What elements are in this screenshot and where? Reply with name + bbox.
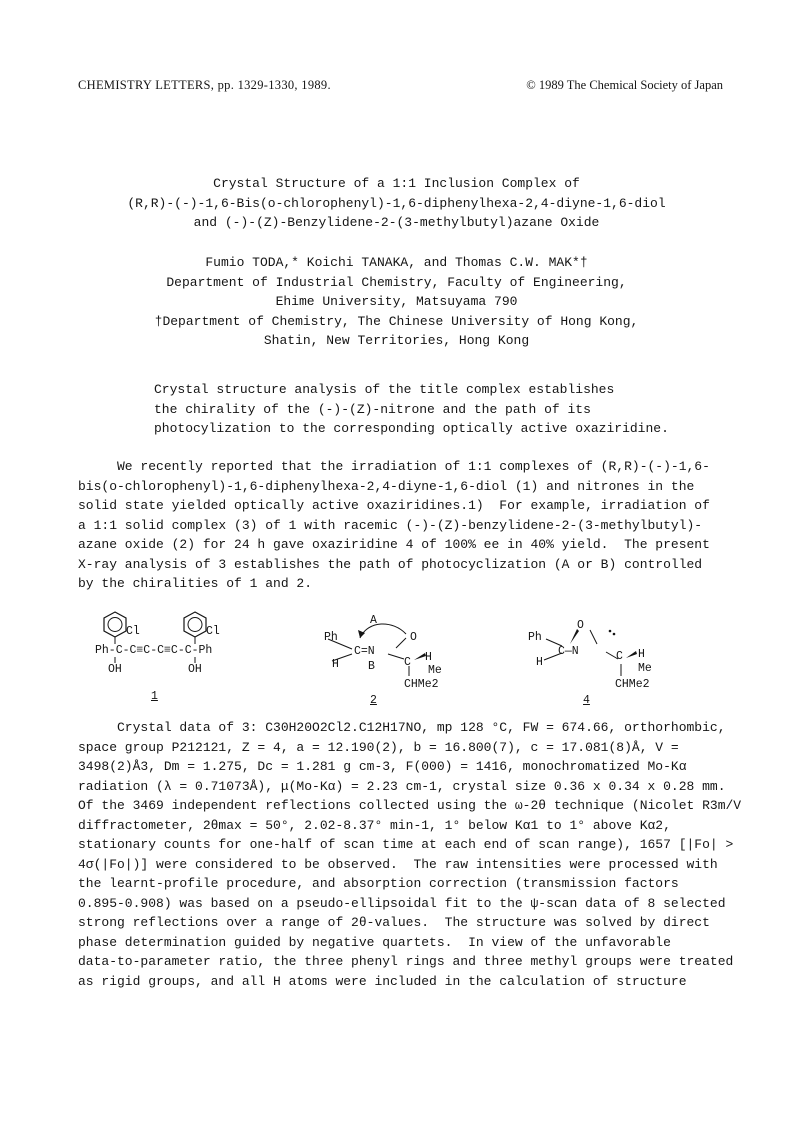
methyl-label: Me bbox=[428, 664, 442, 677]
carbon-label: C bbox=[616, 650, 623, 663]
abstract-line: the chirality of the (-)-(Z)-nitrone and the path of its bbox=[154, 401, 591, 417]
hydrogen-label: H bbox=[425, 651, 432, 664]
text-line: 0.895-0.908) was based on a pseudo-ellipsoidal fit to the ψ-scan data of 8 selected bbox=[78, 895, 726, 911]
phenyl-label: Ph bbox=[324, 631, 338, 644]
hydrogen-label: H bbox=[332, 658, 339, 671]
title-line: and (-)-(Z)-Benzylidene-2-(3-methylbutyl)azane Oxide bbox=[193, 215, 600, 230]
abstract bbox=[154, 380, 674, 439]
hydrogen-label: H bbox=[638, 648, 645, 661]
text-line: data-to-parameter ratio, the three phenyl rings and three methyl groups were treated bbox=[78, 954, 734, 969]
compound-number-4: 4 bbox=[583, 694, 590, 707]
text-line: bis(o-chlorophenyl)-1,6-diphenylhexa-2,4-diyne-1,6-diol (1) and nitrones in the bbox=[78, 478, 695, 494]
oxygen-label: O bbox=[577, 619, 584, 632]
article-title bbox=[0, 174, 793, 233]
text-line: as rigid groups, and all H atoms were included in the calculation of structure bbox=[78, 973, 687, 989]
abstract-line: photocylization to the corresponding optically active oxaziridine. bbox=[154, 421, 669, 436]
affiliation-line: Ehime University, Matsuyama 790 bbox=[275, 294, 518, 309]
title-line: (R,R)-(-)-1,6-Bis(o-chlorophenyl)-1,6-diphenylhexa-2,4-diyne-1,6-diol bbox=[127, 195, 666, 211]
isobutyl-label: CHMe2 bbox=[615, 678, 650, 691]
path-b-label: B bbox=[368, 660, 375, 673]
text-line: radiation (λ = 0.71073Å), μ(Mo-Kα) = 2.23 cm-1, crystal size 0.36 x 0.34 x 0.28 mm. bbox=[78, 778, 726, 794]
text-line: phase determination guided by negative quartets. In view of the unfavorable bbox=[78, 934, 671, 950]
compound-1-rings bbox=[78, 608, 278, 708]
text-line: We recently reported that the irradiation of 1:1 complexes of (R,R)-(-)-1,6- bbox=[78, 459, 710, 474]
text-line: Of the 3469 independent reflections collected using the ω-2θ technique (Nicolet R3m/V bbox=[78, 798, 742, 813]
text-line: 3498(2)Å3, Dm = 1.275, Dc = 1.281 g cm-3, F(000) = 1416, monochromatized Mo-Kα bbox=[78, 759, 687, 774]
affiliation-line: †Department of Chemistry, The Chinese University of Hong Kong, bbox=[154, 313, 639, 329]
hydroxyl-label: OH bbox=[188, 663, 202, 676]
compound-1-chain: Ph-C-C≡C-C≡C-C-Ph bbox=[95, 644, 213, 657]
oxygen-label: O bbox=[410, 631, 417, 644]
text-line: Crystal data of 3: C30H20O2Cl2.C12H17NO, mp 128 °C, FW = 674.66, orthorhombic, bbox=[78, 720, 726, 735]
carbon-label: C bbox=[404, 656, 411, 669]
text-line: diffractometer, 2θmax = 50°, 2.02-8.37° min-1, 1° below Kα1 to 1° above Kα2, bbox=[78, 817, 671, 833]
chloro-label: Cl bbox=[126, 625, 140, 638]
text-line: by the chiralities of 1 and 2. bbox=[78, 576, 313, 591]
intro-paragraph bbox=[78, 457, 718, 594]
structure-figures bbox=[78, 608, 718, 710]
title-line: Crystal Structure of a 1:1 Inclusion Complex of bbox=[213, 176, 580, 191]
text-line: the learnt-profile procedure, and absorption correction (transmission factors bbox=[78, 876, 679, 891]
text-line: stationary counts for one-half of scan time at each end of scan range), 1657 [|Fo| > bbox=[78, 837, 734, 852]
imine-bond-label: C=N bbox=[354, 645, 375, 658]
isobutyl-label: CHMe2 bbox=[404, 678, 439, 691]
text-line: solid state yielded optically active oxaziridines.1) For example, irradiation of bbox=[78, 498, 710, 513]
text-line: X-ray analysis of 3 establishes the path of photocyclization (A or B) controlled bbox=[78, 556, 703, 572]
text-line: strong reflections over a range of 2θ-values. The structure was solved by direct bbox=[78, 915, 710, 930]
copyright-notice: © 1989 The Chemical Society of Japan bbox=[526, 78, 723, 92]
phenyl-label: Ph bbox=[528, 631, 542, 644]
journal-citation: CHEMISTRY LETTERS, pp. 1329-1330, 1989. bbox=[78, 78, 331, 92]
compound-number-2: 2 bbox=[370, 694, 377, 707]
authors: Fumio TODA,* Koichi TANAKA, and Thomas C.W. MAK*† bbox=[205, 255, 588, 270]
abstract-line: Crystal structure analysis of the title complex establishes bbox=[154, 382, 615, 397]
chloro-label: Cl bbox=[206, 625, 220, 638]
text-line: a 1:1 solid complex (3) of 1 with racemic (-)-(Z)-benzylidene-2-(3-methylbutyl)- bbox=[78, 517, 703, 533]
crystal-data-paragraph bbox=[78, 718, 742, 991]
hydroxyl-label: OH bbox=[108, 663, 122, 676]
compound-number-1: 1 bbox=[151, 690, 158, 703]
affiliation-line: Shatin, New Territories, Hong Kong bbox=[263, 333, 530, 348]
ring-bond-label: C—N bbox=[558, 645, 579, 658]
path-a-label: A bbox=[370, 614, 377, 627]
text-line: space group P212121, Z = 4, a = 12.190(2), b = 16.800(7), c = 17.081(8)Å, V = bbox=[78, 739, 679, 755]
text-line: azane oxide (2) for 24 h gave oxaziridine 4 of 100% ee in 40% yield. The present bbox=[78, 537, 710, 552]
author-block bbox=[0, 253, 793, 351]
hydrogen-label: H bbox=[536, 656, 543, 669]
text-line: 4σ(|Fo|)] were considered to be observed. The raw intensities were processed with bbox=[78, 856, 718, 872]
methyl-label: Me bbox=[638, 662, 652, 675]
affiliation-line: Department of Industrial Chemistry, Faculty of Engineering, bbox=[166, 274, 627, 290]
